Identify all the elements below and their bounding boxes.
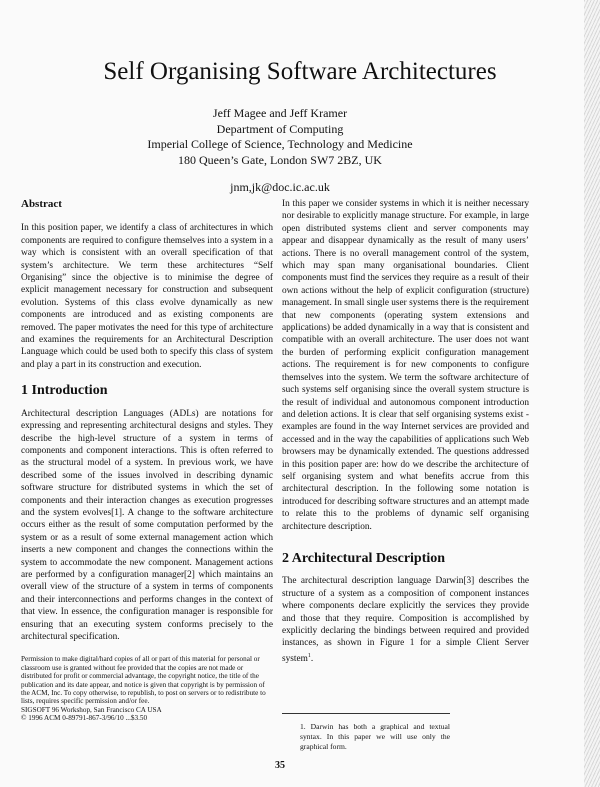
right-para-1: In this paper we consider systems in which it is neither necessary nor desirable to explicitly manage structure. For example, in large open distributed systems client and server components may appear and disappear dynamically as the result of many users’ actions. There is no overall management control of the system, which may span many organisational boundaries. Client components must find the services they require as a result of their own actions without the help of explicit configuration (structure) management. In small single user systems there is the requirement that new components (operating system extensions and applications) be added dynamically in a way that is consistent and compatible with an overall architecture. The user does not want the burden of performing explicit configuration management actions. The requirement is for new components to configure themselves into the system. We term the software architecture of such systems self organising since the overall system structure is the result of individual and autonomous component introduction and deletion actions. It is clear that self organising systems exist - examples are found in the way Internet services are provided and accessed and in the way the capabilities of applications such Web browsers may be dynamically extended. The questions addressed in this position paper are: how do we describe the architecture of self organising system and what benefits accrue from this architectural description. In the following some notation is introduced for describing software structures and an attempt made to relate this to the problems of dynamic self organising architecture description. <box>282 199 529 532</box>
copyright: © 1996 ACM 0-89791-867-3/96/10 ...$3.50 <box>21 714 148 723</box>
department: Department of Computing <box>216 121 344 136</box>
para-2-text: The architectural description language Darwin[3] describes the structure of a system as a composition of component instances where components declare explicitly the services they provide and those that they require. Composition is accomplished by explicitly declaring the bindings between required and provided instances, as shown in Figure 1 for a simple Client Server system <box>282 576 529 664</box>
address: 180 Queen’s Gate, London SW7 2BZ, UK <box>178 152 382 167</box>
right-column <box>282 198 529 752</box>
section-1-text: Architectural description Languages (ADLs) are notations for expressing and representing architectural designs and styles. They describe the high-level structure of a system in terms of components and component interactions. This is often referred to as the structural model of a system. In previous work, we have described some of the issues involved in describing dynamic software structure for distributed systems in which the set of components and their interaction changes as execution progresses and the system evolves[1]. A change to the software architecture occurs either as the result of some computation performed by the system or as a result of some external management action which inserts a new component and changes the connections within the system to accommodate the new component. Management actions are performed by a configuration manager[2] which maintains an overall view of the structure of a system in terms of components and their interconnections and performs changes in the context of that view. In essence, the configuration manager is responsible for ensuring that an executing system conforms precisely to the architectural specification. <box>21 408 273 642</box>
permission-notice <box>21 655 273 722</box>
paper-title: Self Organising Software Architectures <box>103 58 497 85</box>
institution: Imperial College of Science, Technology and Medicine <box>147 137 413 151</box>
footnote: 1. Darwin has both a graphical and textual syntax. In this paper we will use only the graphical form. <box>282 713 450 752</box>
footnote-area <box>282 713 502 752</box>
section-1-heading: 1 Introduction <box>21 383 108 399</box>
left-column <box>21 198 273 723</box>
author-names: Jeff Magee and Jeff Kramer <box>212 106 348 120</box>
scan-edge <box>584 0 600 787</box>
abstract-text: In this position paper, we identify a class of architectures in which components are required to configure themselves into a system in a way which is consistent with an overall specification of that system’s architecture. We term these architectures “Self Organising” since the objective is to minimise the degree of explicit management necessary for construction and subsequent evolution. Systems of this class evolve dynamically as new components are introduced and as existing components are removed. The paper motivates the need for this type of architecture and examines the requirements for an Architectural Description Language which could be used both to specify this class of system and play a part in its construction and execution. <box>21 223 273 370</box>
permission-text: Permission to make digital/hard copies of all or part of this material for personal or classroom use is granted without fee provided that the copies are not made or distributed for profit or commercial advantage, the copyright notice, the title of the publication and its date appear, and notice is given that copyright is by permission of the ACM, Inc. To copy otherwise, to republish, to post on servers or to redistribute to lists, requires specific permission and/or fee. <box>21 655 266 706</box>
para-2-period: . <box>310 653 314 664</box>
footnote-marker: 1 <box>307 652 311 659</box>
author-block <box>0 106 560 196</box>
page-number: 35 <box>275 760 285 771</box>
venue: SIGSOFT 96 Workshop, San Francisco CA USA <box>21 705 162 714</box>
right-para-2 <box>282 575 529 665</box>
email: jnm,jk@doc.ic.ac.uk <box>230 180 330 194</box>
section-2-heading: 2 Architectural Description <box>282 550 446 566</box>
abstract-heading: Abstract <box>21 198 62 210</box>
